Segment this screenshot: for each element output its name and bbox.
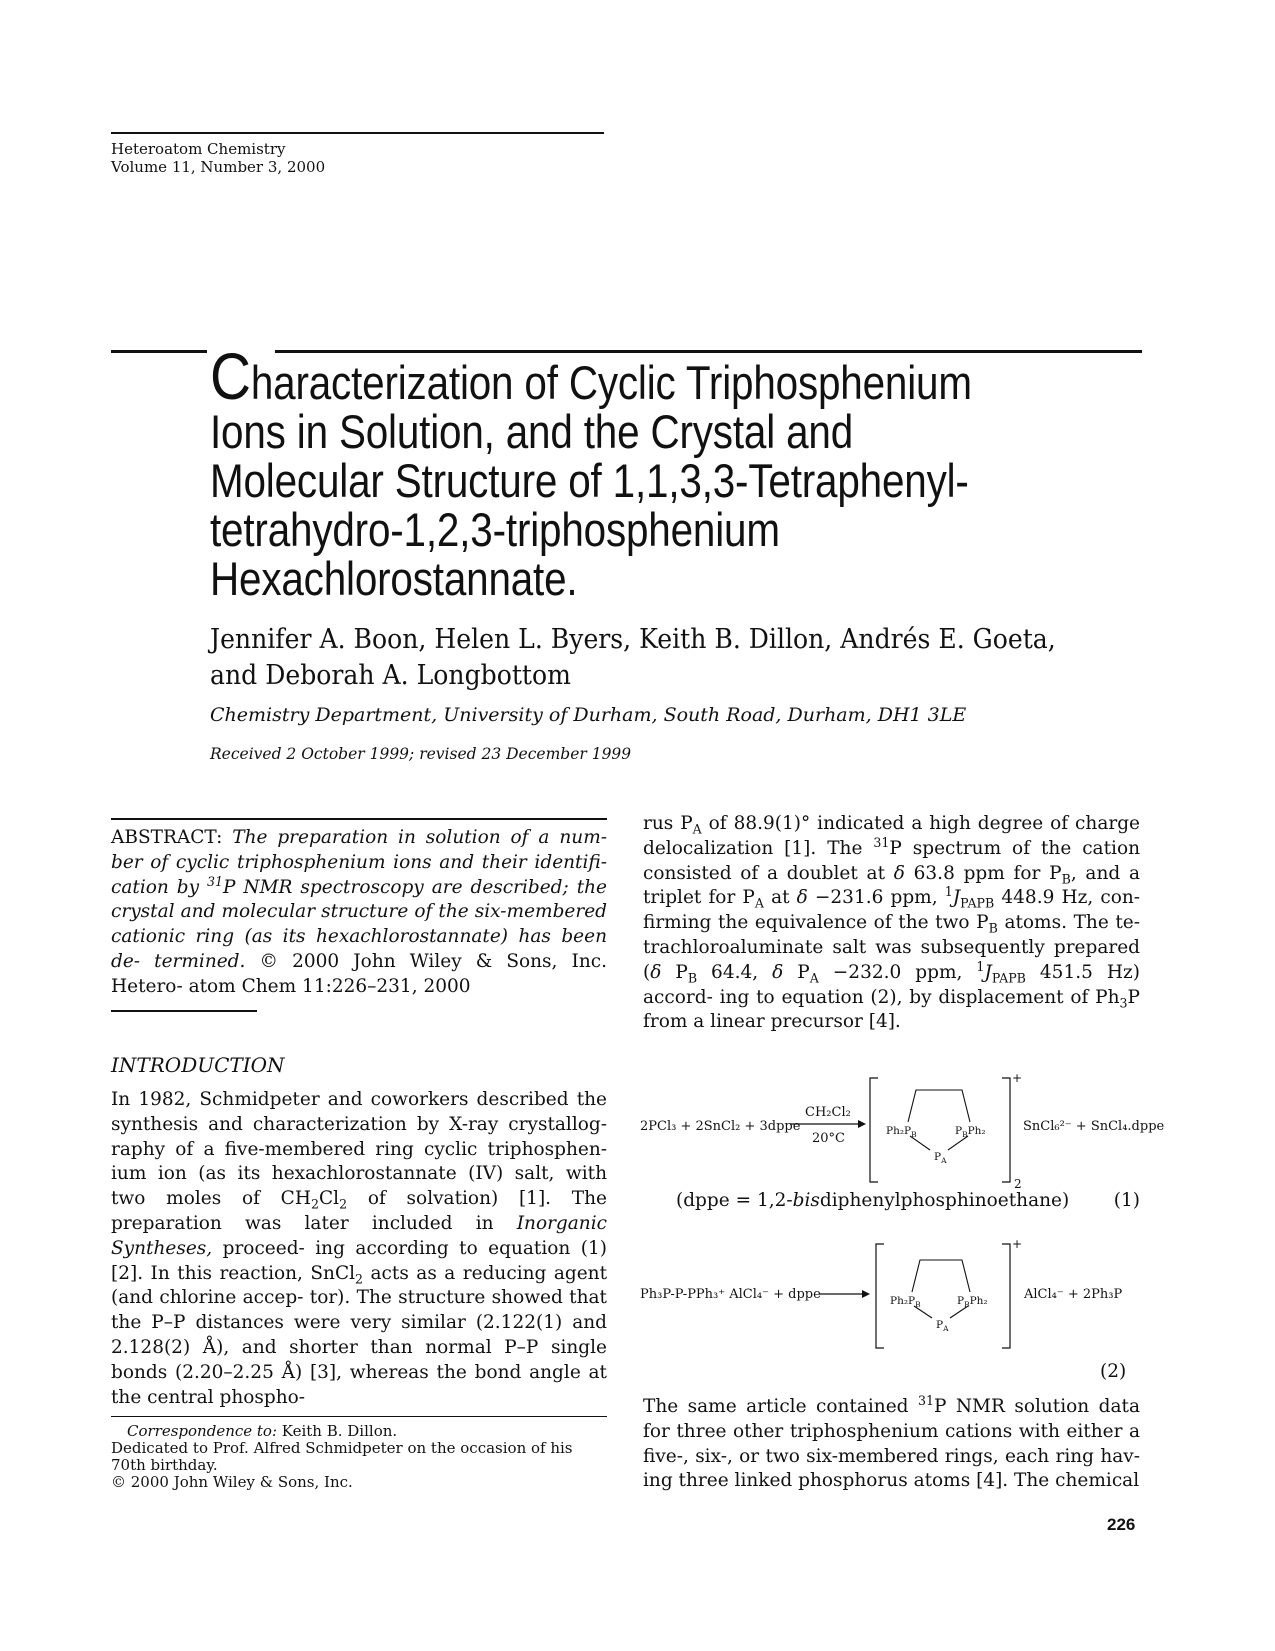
title-line-3: Molecular Structure of 1,1,3,3-Tetraphenyl- [210, 454, 969, 507]
rt-h: 448.9 Hz, con- firming the equivalence of the two P [643, 887, 1141, 934]
rt-subJ1: PAPB [960, 896, 995, 912]
authors-line-2: and Deborah A. Longbottom [210, 660, 571, 691]
article-title [210, 339, 1001, 605]
eq1-left-bracket [870, 1078, 878, 1182]
rt-l: P [783, 961, 810, 983]
intro-text-3: proceed- ing according to equation (1) [2]. In this reaction, SnCl [111, 1237, 607, 1284]
title-line-1-rest: haracterization of Cyclic Triphosphenium [250, 356, 972, 409]
rt-sup1a: 1 [944, 884, 953, 900]
abstract-citation: © 2000 John Wiley & Sons, Inc. Hetero- atom Chem 11:226–231, 2000 [111, 950, 607, 997]
page-number: 226 [1107, 1515, 1136, 1534]
eq1-charge: + [1012, 1071, 1023, 1085]
abstract-label: ABSTRACT: [111, 827, 223, 848]
rt-i: atoms. The te- trachloroaluminate salt was subsequently prepared ( [643, 912, 1141, 983]
eq1-caption-a: (dppe = 1,2- [676, 1190, 793, 1211]
journal-name: Heteroatom Chemistry [111, 140, 286, 158]
authors-line-1: Jennifer A. Boon, Helen L. Byers, Keith B. Dillon, Andrés E. Goeta, [210, 624, 1056, 655]
title-line-4: tetrahydro-1,2,3-triphosphenium [210, 503, 780, 556]
rt-f: at [763, 887, 797, 909]
eq1-solvent: CH₂Cl₂ [805, 1105, 851, 1120]
correspondence-line [111, 1423, 607, 1440]
eq2-ring-backbone [912, 1260, 970, 1292]
received-dates: Received 2 October 1999; revised 23 December 1999 [210, 745, 632, 763]
rt-subA3: A [809, 970, 819, 986]
rt-o: P from a linear precursor [4]. [643, 986, 1140, 1033]
affiliation: Chemistry Department, University of Durham, South Road, Durham, DH1 3LE [210, 704, 967, 726]
eq2-reactants: Ph₃P-P-PPh₃⁺ AlCl₄⁻ + dppe [640, 1287, 821, 1302]
eq2-right-bracket [1002, 1244, 1010, 1348]
eq1-caption-b: diphenylphosphinoethane) [819, 1190, 1070, 1211]
rt-subB3: B [687, 970, 698, 986]
rb-b: P NMR solution data for three other triphosphenium cations with either a five-, six-, or two six-membered rings, each ring hav- ing three linked phosphorus atoms [4]. The chemical [643, 1396, 1140, 1492]
eq1-arrowhead [858, 1120, 866, 1128]
rt-delta3: δ [650, 961, 662, 983]
rt-d: 63.8 ppm for P [904, 862, 1062, 884]
equation-2-number: (2) [1100, 1361, 1127, 1382]
eq1-temperature: 20°C [812, 1131, 845, 1146]
journal-header [111, 132, 604, 176]
intro-sub-1: 2 [310, 1196, 319, 1212]
intro-sub-3: 2 [355, 1271, 364, 1287]
title-rule-left [111, 350, 207, 353]
eq2-arrowhead [862, 1290, 870, 1298]
rt-e: , and a triplet for P [643, 862, 1140, 909]
equation-1-caption [676, 1189, 1140, 1213]
eq1-pb-right: $P_BPh_2$ [955, 1125, 986, 1139]
intro-text-1: In 1982, Schmidpeter and coworkers described the synthesis and characterization by X-ray crystallog- raphy of a five-membered ring cyclic triphosphen- ium ion (as its hexachlorostannate (IV) salt, with two moles of CH [111, 1089, 607, 1210]
rt-j: P [661, 961, 688, 983]
correspondence-label: Correspondence to: [127, 1422, 278, 1440]
intro-text-4: acts as a reducing agent (and chlorine accep- tor). The structure showed that the P–P distances were very similar (2.122(1) and 2.128(2) Å), and shorter than normal P–P single bonds (2.20–2.25 Å) [3], whereas the bond angle at the central phospho- [111, 1262, 607, 1408]
abstract [111, 818, 607, 1000]
rt-J2: J [984, 961, 992, 983]
eq2-left-bracket [876, 1244, 884, 1348]
eq2-pb-right: $P_BPh_2$ [957, 1295, 988, 1309]
rt-m: −232.0 ppm, [818, 961, 977, 983]
introduction-paragraph [111, 1088, 607, 1410]
eq1-pa: $P_A$ [934, 1151, 947, 1165]
equation-2-scheme [640, 1232, 1140, 1357]
footnote [111, 1416, 607, 1491]
abstract-text-2: P NMR spectroscopy are described; the crystal and molecular structure of the six-membered cationic ring (as its hexachlorostannate) has been de- termined. [111, 876, 607, 972]
eq2-pa: $P_A$ [936, 1319, 949, 1333]
dedication-line: Dedicated to Prof. Alfred Schmidpeter on the occasion of his 70th birthday. [111, 1439, 573, 1474]
rt-subJ2: PAPB [991, 970, 1026, 986]
right-column-paragraph-2 [643, 1392, 1140, 1494]
rt-a: rus P [643, 813, 693, 834]
equation-1-scheme [640, 1068, 1165, 1192]
equation-1-number: (1) [1113, 1190, 1140, 1211]
rt-c: P spectrum of the cation consisted of a doublet at [643, 837, 1140, 884]
title-line-2: Ions in Solution, and the Crystal and [210, 405, 854, 458]
rt-k: 64.4, [697, 961, 773, 983]
rt-delta2: δ [796, 887, 808, 909]
author-list [210, 622, 1084, 694]
eq1-ring-backbone [908, 1090, 970, 1122]
eq1-products: SnCl₆²⁻ + SnCl₄.dppe [1023, 1119, 1165, 1134]
eq2-products: AlCl₄⁻ + 2Ph₃P [1024, 1287, 1123, 1302]
journal-volume: Volume 11, Number 3, 2000 [111, 158, 326, 176]
rt-subB1: B [1061, 871, 1071, 887]
abstract-text-1: The preparation in solution of a num- ber of cyclic triphosphenium ions and their identifi- cation by [111, 827, 607, 898]
rb-sup31: 31 [917, 1392, 934, 1408]
correspondence-name: Keith B. Dillon. [277, 1422, 398, 1440]
rt-g: −231.6 ppm, [807, 887, 945, 909]
abstract-sup-31: 31 [207, 873, 224, 889]
introduction-heading: INTRODUCTION [111, 1053, 285, 1077]
eq1-multiplier: 2 [1014, 1177, 1022, 1191]
intro-sub-2: 2 [339, 1196, 348, 1212]
rt-subA: A [692, 821, 702, 837]
eq2-charge: + [1012, 1237, 1023, 1251]
rt-n: 451.5 Hz) accord- ing to equation (2), by displacement of Ph [643, 961, 1140, 1008]
eq1-right-bracket [1002, 1078, 1010, 1182]
title-line-5: Hexachlorostannate. [210, 552, 578, 605]
rt-subA2: A [754, 896, 764, 912]
rt-sup31: 31 [873, 834, 890, 850]
intro-italic-title: Inorganic Syntheses, [111, 1212, 607, 1259]
title-line-1 [210, 339, 1001, 413]
rt-b: of 88.9(1)° indicated a high degree of charge delocalization [1]. The [643, 813, 1140, 859]
rt-sub3: 3 [1119, 995, 1128, 1011]
title-initial: C [210, 339, 251, 413]
intro-text-2: of solvation) [1]. The preparation was later included in [111, 1188, 607, 1234]
rt-subB2: B [988, 920, 998, 936]
eq1-pb-left: $Ph_2P_B$ [886, 1125, 917, 1139]
rt-delta4: δ [772, 961, 784, 983]
rt-delta1: δ [893, 862, 905, 884]
intro-cl: Cl [318, 1188, 340, 1210]
eq1-caption-italic: bis [792, 1190, 820, 1211]
footnote-copyright: © 2000 John Wiley & Sons, Inc. [111, 1473, 353, 1491]
abstract-end-rule [111, 1010, 257, 1012]
rb-a: The same article contained [643, 1396, 918, 1417]
eq2-pb-left: $Ph_2P_B$ [890, 1295, 921, 1309]
rt-sup1b: 1 [976, 958, 985, 974]
right-column-paragraph-1 [643, 812, 1140, 1035]
rt-J1: J [952, 887, 961, 909]
eq1-reactants: 2PCl₃ + 2SnCl₂ + 3dppe [640, 1119, 801, 1134]
